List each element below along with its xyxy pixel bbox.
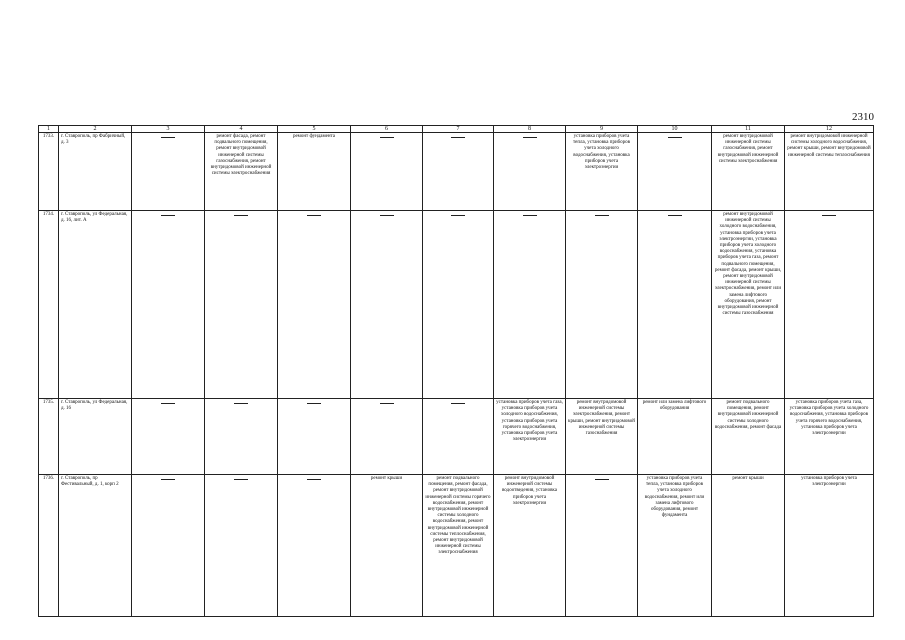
dash-mark [595,215,609,216]
table-row [39,475,874,617]
dash-mark [523,137,537,138]
empty-dash-cell [278,211,351,399]
work-cell: ремонт внутридомовой инженерной системы холодного водоснабжения, установка приборов учета электроэнергии, установка приборов учета холодного водоснабжения, установка приборов учета газа, ремонт подвального помещения, ремонт фасада, ремонт крыши, ремонт внутридомовой инженерной системы электроснабжения, ремонт или замена лифтового оборудования, ремонт внутридомовой инженерной системы газоснабжения [712,211,785,399]
empty-dash-cell [423,133,494,211]
empty-dash-cell [638,211,712,399]
row-number: 1734. [39,211,59,399]
empty-dash-cell [278,399,351,475]
col-header: 9 [566,126,638,133]
col-header: 3 [132,126,205,133]
dash-mark [668,137,682,138]
col-header: 5 [278,126,351,133]
col-header: 2 [59,126,132,133]
dash-mark [451,215,465,216]
dash-mark [668,215,682,216]
dash-mark [380,137,394,138]
dash-mark [523,215,537,216]
empty-dash-cell [132,399,205,475]
empty-dash-cell [132,475,205,617]
work-cell: ремонт подвального помещения, ремонт внутридомовой инженерной системы холодного водоснабжения, ремонт фасада [712,399,785,475]
work-cell: ремонт внутридомовой инженерной системы электроснабжения, ремонт крыши, ремонт внутридомовой инженерной системы газоснабжения [566,399,638,475]
repair-schedule-table [38,125,874,617]
empty-dash-cell [566,475,638,617]
work-cell: установка приборов учета газа, установка приборов учета холодного водоснабжения, установка приборов учета горячего водоснабжения, установка приборов учета электроэнергии [785,399,874,475]
col-header: 10 [638,126,712,133]
col-header: 7 [423,126,494,133]
work-cell: установка приборов учета тепла, установка приборов учета холодного водоснабжения, установка приборов учета электроэнергии [566,133,638,211]
dash-mark [161,215,175,216]
empty-dash-cell [205,211,278,399]
empty-dash-cell [494,133,566,211]
table-row [39,133,874,211]
empty-dash-cell [423,211,494,399]
dash-mark [307,479,321,480]
work-cell: установка приборов учета тепла, установка приборов учета холодного водоснабжения, ремонт или замена лифтового оборудования, ремонт фундамента [638,475,712,617]
col-header: 8 [494,126,566,133]
col-header: 12 [785,126,874,133]
dash-mark [595,479,609,480]
address-cell: г. Ставрополь, пр Фабричный, д. 3 [59,133,132,211]
col-header: 1 [39,126,59,133]
work-cell: ремонт фасада, ремонт подвального помещения, ремонт внутридомовой инженерной системы газоснабжения, ремонт внутридомовой инженерной системы электроснабжения [205,133,278,211]
page-number: 2310 [852,111,874,123]
table-row [39,211,874,399]
work-cell: ремонт внутридомовой инженерной системы газоснабжения, ремонт внутридомовой инженерной системы электроснабжения [712,133,785,211]
dash-mark [234,403,248,404]
dash-mark [380,215,394,216]
work-cell: ремонт крыши [351,475,423,617]
dash-mark [380,403,394,404]
work-cell: ремонт или замена лифтового оборудования [638,399,712,475]
header-row [39,126,874,133]
address-cell: г. Ставрополь, ул Федеральная, д. 16 [59,399,132,475]
empty-dash-cell [351,399,423,475]
dash-mark [822,215,836,216]
table-row [39,399,874,475]
dash-mark [161,137,175,138]
dash-mark [234,479,248,480]
dash-mark [234,215,248,216]
address-cell: г. Ставрополь, пр Фестивальный, д. 1, корп 2 [59,475,132,617]
empty-dash-cell [278,475,351,617]
col-header: 4 [205,126,278,133]
empty-dash-cell [132,211,205,399]
row-number: 1735. [39,399,59,475]
dash-mark [307,215,321,216]
empty-dash-cell [423,399,494,475]
empty-dash-cell [205,475,278,617]
dash-mark [161,479,175,480]
dash-mark [307,403,321,404]
dash-mark [451,137,465,138]
work-cell: установка приборов учета газа, установка приборов учета холодного водоснабжения, установка приборов учета горячего водоснабжения, установка приборов учета электроэнергии [494,399,566,475]
empty-dash-cell [566,211,638,399]
dash-mark [161,403,175,404]
empty-dash-cell [351,133,423,211]
work-cell: ремонт внутридомовой инженерной системы водоотведения, установка приборов учета электроэнергии [494,475,566,617]
work-cell: ремонт крыши [712,475,785,617]
empty-dash-cell [494,211,566,399]
empty-dash-cell [785,211,874,399]
work-cell: ремонт фундамента [278,133,351,211]
row-number: 1733. [39,133,59,211]
row-number: 1736. [39,475,59,617]
empty-dash-cell [638,133,712,211]
work-cell: ремонт внутридомовой инженерной системы холодного водоснабжения, ремонт крыши, ремонт внутридомовой инженерной системы теплоснабжения [785,133,874,211]
dash-mark [451,403,465,404]
work-cell: установка приборов учета электроэнергии [785,475,874,617]
address-cell: г. Ставрополь, ул Федеральная, д. 16, лит. А [59,211,132,399]
col-header: 6 [351,126,423,133]
empty-dash-cell [132,133,205,211]
work-cell: ремонт подвального помещения, ремонт фасада, ремонт внутридомовой инженерной системы горячего водоснабжения, ремонт внутридомовой инженерной системы холодного водоснабжения, ремонт внутридомовой инженерной системы теплоснабжения, ремонт внутридомовой инженерной системы электроснабжения [423,475,494,617]
empty-dash-cell [351,211,423,399]
empty-dash-cell [205,399,278,475]
col-header: 11 [712,126,785,133]
